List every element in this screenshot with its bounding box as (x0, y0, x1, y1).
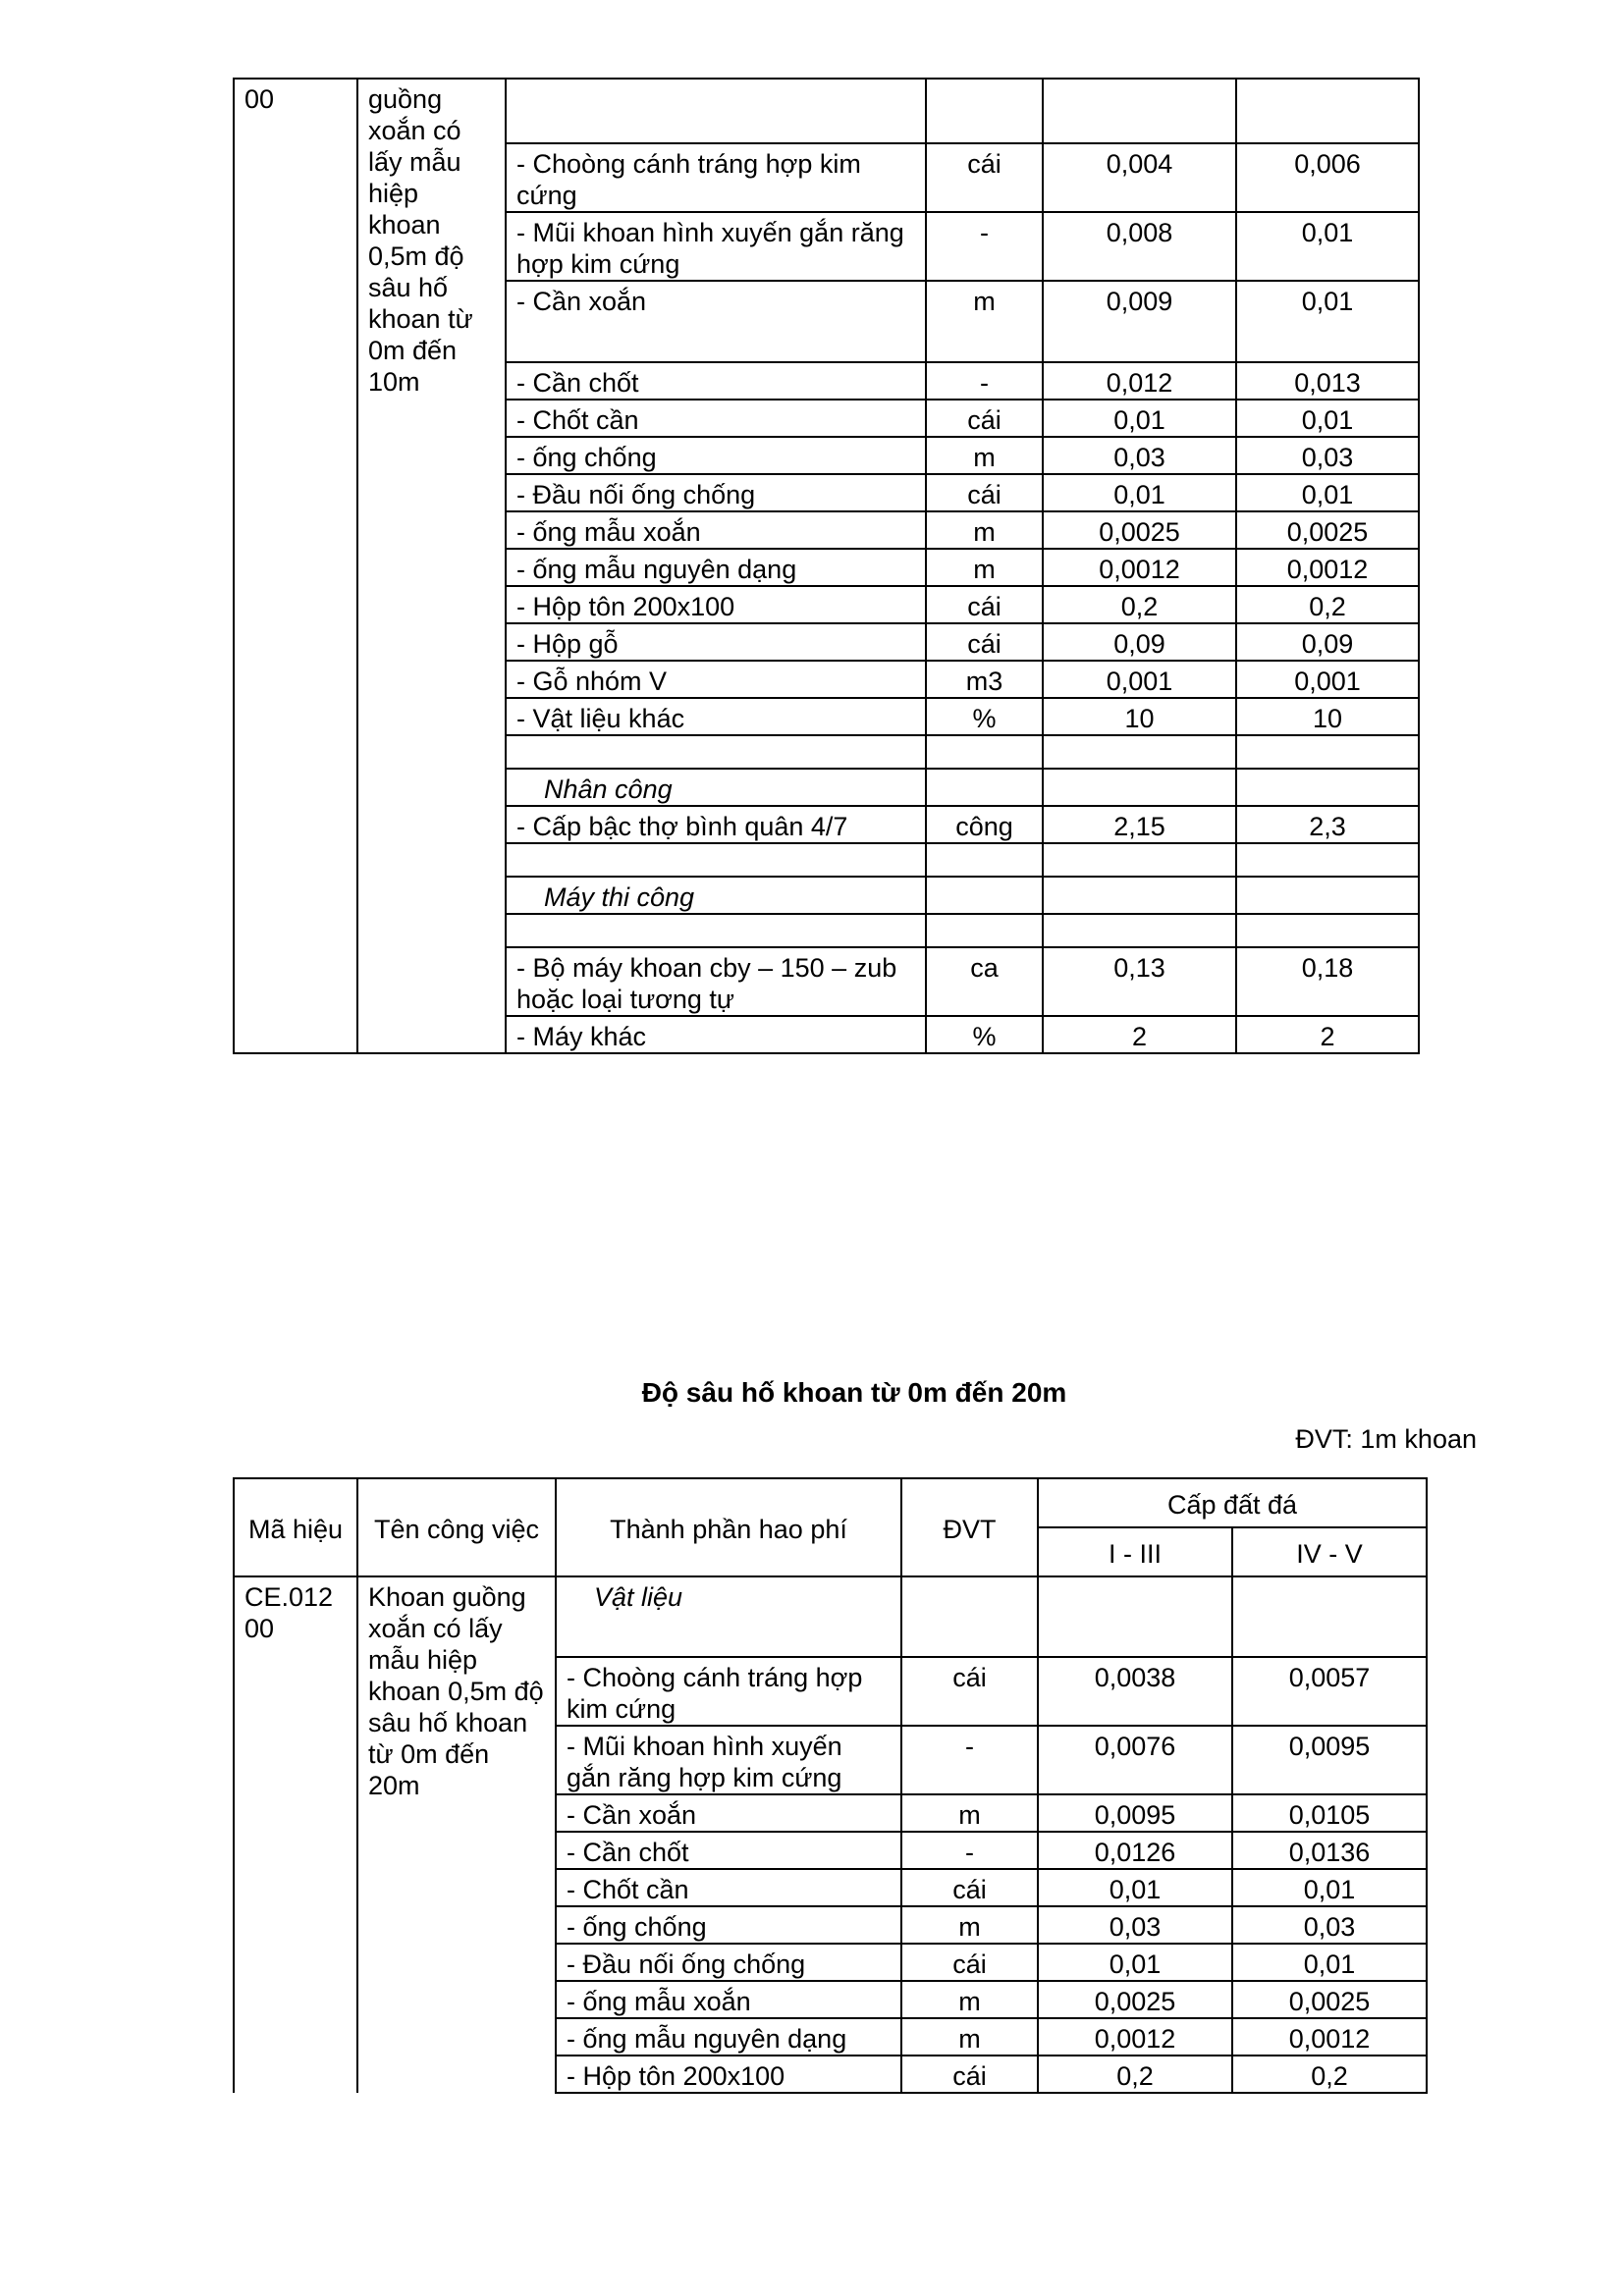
component-cell: - Cấp bậc thợ bình quân 4/7 (506, 806, 926, 843)
grade2-value: 0,0012 (1236, 549, 1419, 586)
unit-cell: m (926, 511, 1043, 549)
grade1-value (1043, 843, 1236, 877)
grade2-value: 0,013 (1236, 362, 1419, 400)
grade2-value: 0,01 (1236, 212, 1419, 281)
unit-cell: cái (901, 2056, 1038, 2093)
unit-cell (926, 843, 1043, 877)
unit-cell: công (926, 806, 1043, 843)
grade1-value: 0,004 (1043, 143, 1236, 212)
grade1-value: 10 (1043, 698, 1236, 735)
grade2-value: 0,0136 (1232, 1832, 1427, 1869)
unit-note: ĐVT: 1m khoan (1295, 1424, 1477, 1454)
grade2-value (1236, 877, 1419, 914)
grade1-value: 0,01 (1043, 400, 1236, 437)
component-cell: - ống chống (556, 1906, 901, 1944)
grade2-value: 0,03 (1236, 437, 1419, 474)
grade2-value: 0,01 (1236, 400, 1419, 437)
grade1-value (1038, 1576, 1232, 1657)
grade2-value: 0,0057 (1232, 1657, 1427, 1726)
grade2-value: 0,01 (1232, 1869, 1427, 1906)
component-cell: - Đầu nối ống chống (556, 1944, 901, 1981)
unit-cell: m (901, 1906, 1038, 1944)
grade2-value: 0,0012 (1232, 2018, 1427, 2056)
grade1-value: 0,2 (1043, 586, 1236, 623)
component-cell: - ống mẫu xoắn (506, 511, 926, 549)
grade2-value (1236, 769, 1419, 806)
grade2-value: 0,006 (1236, 143, 1419, 212)
component-cell: - ống mẫu nguyên dạng (506, 549, 926, 586)
unit-cell: m (926, 549, 1043, 586)
unit-cell: cái (901, 1869, 1038, 1906)
table-row (234, 1576, 1427, 1657)
unit-cell: - (926, 212, 1043, 281)
component-cell (506, 914, 926, 947)
component-cell: - ống mẫu xoắn (556, 1981, 901, 2018)
grade2-value: 0,09 (1236, 623, 1419, 661)
grade1-value: 0,01 (1038, 1869, 1232, 1906)
grade1-value: 0,0025 (1043, 511, 1236, 549)
grade1-value: 0,008 (1043, 212, 1236, 281)
component-cell: Máy thi công (506, 877, 926, 914)
unit-cell: - (901, 1832, 1038, 1869)
component-cell: - Choòng cánh tráng hợp kim cứng (506, 143, 926, 212)
grade2-value: 0,18 (1236, 947, 1419, 1016)
header-code: Mã hiệu (234, 1478, 357, 1576)
grade1-value: 2 (1043, 1016, 1236, 1053)
grade2-value: 0,03 (1232, 1906, 1427, 1944)
norm-table-0-10m (233, 78, 1420, 1054)
component-cell: - Cần xoắn (556, 1794, 901, 1832)
unit-cell: - (901, 1726, 1038, 1794)
unit-cell: cái (901, 1944, 1038, 1981)
component-cell: - Bộ máy khoan cby – 150 – zub hoặc loại tương tự (506, 947, 926, 1016)
header-name: Tên công việc (357, 1478, 556, 1576)
component-cell: - Vật liệu khác (506, 698, 926, 735)
grade2-value: 0,0105 (1232, 1794, 1427, 1832)
grade2-value: 0,001 (1236, 661, 1419, 698)
grade2-value: 0,0095 (1232, 1726, 1427, 1794)
unit-cell: cái (926, 474, 1043, 511)
header-grade-1: I - III (1038, 1527, 1232, 1576)
grade2-value (1236, 79, 1419, 143)
component-cell: - ống chống (506, 437, 926, 474)
component-cell: - Choòng cánh tráng hợp kim cứng (556, 1657, 901, 1726)
grade2-value: 2 (1236, 1016, 1419, 1053)
grade2-value (1236, 914, 1419, 947)
unit-cell: m3 (926, 661, 1043, 698)
grade1-value: 0,001 (1043, 661, 1236, 698)
grade1-value: 0,03 (1038, 1906, 1232, 1944)
grade2-value: 0,0025 (1236, 511, 1419, 549)
component-cell: - Hộp tôn 200x100 (556, 2056, 901, 2093)
grade2-value: 0,2 (1232, 2056, 1427, 2093)
grade1-value: 0,0076 (1038, 1726, 1232, 1794)
component-cell: - Mũi khoan hình xuyến gắn răng hợp kim cứng (556, 1726, 901, 1794)
unit-cell: cái (926, 143, 1043, 212)
component-cell: - Hộp gỗ (506, 623, 926, 661)
grade1-value: 0,0025 (1038, 1981, 1232, 2018)
component-cell: - Cần chốt (506, 362, 926, 400)
grade1-value: 0,0095 (1038, 1794, 1232, 1832)
grade1-value (1043, 877, 1236, 914)
grade2-value: 0,01 (1236, 474, 1419, 511)
grade2-value (1232, 1576, 1427, 1657)
grade2-value: 0,01 (1232, 1944, 1427, 1981)
work-code: 00 (234, 79, 357, 1053)
unit-cell (926, 769, 1043, 806)
component-cell: Nhân công (506, 769, 926, 806)
grade1-value (1043, 79, 1236, 143)
unit-cell: m (926, 437, 1043, 474)
grade2-value (1236, 843, 1419, 877)
grade1-value (1043, 735, 1236, 769)
unit-cell: % (926, 698, 1043, 735)
grade1-value: 0,09 (1043, 623, 1236, 661)
grade2-value: 2,3 (1236, 806, 1419, 843)
unit-cell: % (926, 1016, 1043, 1053)
component-cell: - Cần xoắn (506, 281, 926, 362)
grade1-value: 2,15 (1043, 806, 1236, 843)
unit-cell (901, 1576, 1038, 1657)
component-cell: - Đầu nối ống chống (506, 474, 926, 511)
grade1-value: 0,0126 (1038, 1832, 1232, 1869)
component-cell: Vật liệu (556, 1576, 901, 1657)
unit-cell (926, 735, 1043, 769)
unit-cell (926, 79, 1043, 143)
grade2-value (1236, 735, 1419, 769)
component-cell: - Hộp tôn 200x100 (506, 586, 926, 623)
component-cell: - ống mẫu nguyên dạng (556, 2018, 901, 2056)
unit-cell: cái (926, 586, 1043, 623)
component-cell: - Gỗ nhóm V (506, 661, 926, 698)
grade2-value: 0,2 (1236, 586, 1419, 623)
grade1-value: 0,012 (1043, 362, 1236, 400)
component-cell: - Chốt cần (506, 400, 926, 437)
header-component: Thành phần hao phí (556, 1478, 901, 1576)
grade1-value: 0,2 (1038, 2056, 1232, 2093)
header-grade: Cấp đất đá (1038, 1478, 1427, 1527)
grade1-value: 0,03 (1043, 437, 1236, 474)
unit-cell (926, 914, 1043, 947)
grade1-value: 0,009 (1043, 281, 1236, 362)
grade2-value: 0,01 (1236, 281, 1419, 362)
grade1-value: 0,01 (1043, 474, 1236, 511)
table-row (234, 79, 1419, 143)
unit-cell: m (901, 2018, 1038, 2056)
grade1-value (1043, 769, 1236, 806)
unit-cell: m (901, 1981, 1038, 2018)
grade1-value (1043, 914, 1236, 947)
grade2-value: 0,0025 (1232, 1981, 1427, 2018)
component-cell (506, 735, 926, 769)
grade1-value: 0,0012 (1043, 549, 1236, 586)
component-cell (506, 843, 926, 877)
component-cell: - Cần chốt (556, 1832, 901, 1869)
unit-cell (926, 877, 1043, 914)
grade1-value: 0,0038 (1038, 1657, 1232, 1726)
header-unit: ĐVT (901, 1478, 1038, 1576)
work-name: guồng xoắn có lấy mẫu hiệp khoan 0,5m độ sâu hố khoan từ 0m đến 10m (357, 79, 506, 1053)
unit-cell: m (926, 281, 1043, 362)
unit-cell: ca (926, 947, 1043, 1016)
unit-cell: cái (926, 400, 1043, 437)
grade1-value: 0,13 (1043, 947, 1236, 1016)
section-title: Độ sâu hố khoan từ 0m đến 20m (641, 1377, 1067, 1408)
norm-table-0-20m (233, 1477, 1428, 2094)
grade1-value: 0,01 (1038, 1944, 1232, 1981)
unit-cell: cái (926, 623, 1043, 661)
component-cell (506, 79, 926, 143)
component-cell: - Chốt cần (556, 1869, 901, 1906)
header-grade-2: IV - V (1232, 1527, 1427, 1576)
unit-cell: cái (901, 1657, 1038, 1726)
unit-cell: - (926, 362, 1043, 400)
work-name: Khoan guồng xoắn có lấy mẫu hiệp khoan 0,5m độ sâu hố khoan từ 0m đến 20m (357, 1576, 556, 2093)
work-code: CE.012 00 (234, 1576, 357, 2093)
component-cell: - Máy khác (506, 1016, 926, 1053)
unit-cell: m (901, 1794, 1038, 1832)
grade2-value: 10 (1236, 698, 1419, 735)
grade1-value: 0,0012 (1038, 2018, 1232, 2056)
component-cell: - Mũi khoan hình xuyến gắn răng hợp kim cứng (506, 212, 926, 281)
